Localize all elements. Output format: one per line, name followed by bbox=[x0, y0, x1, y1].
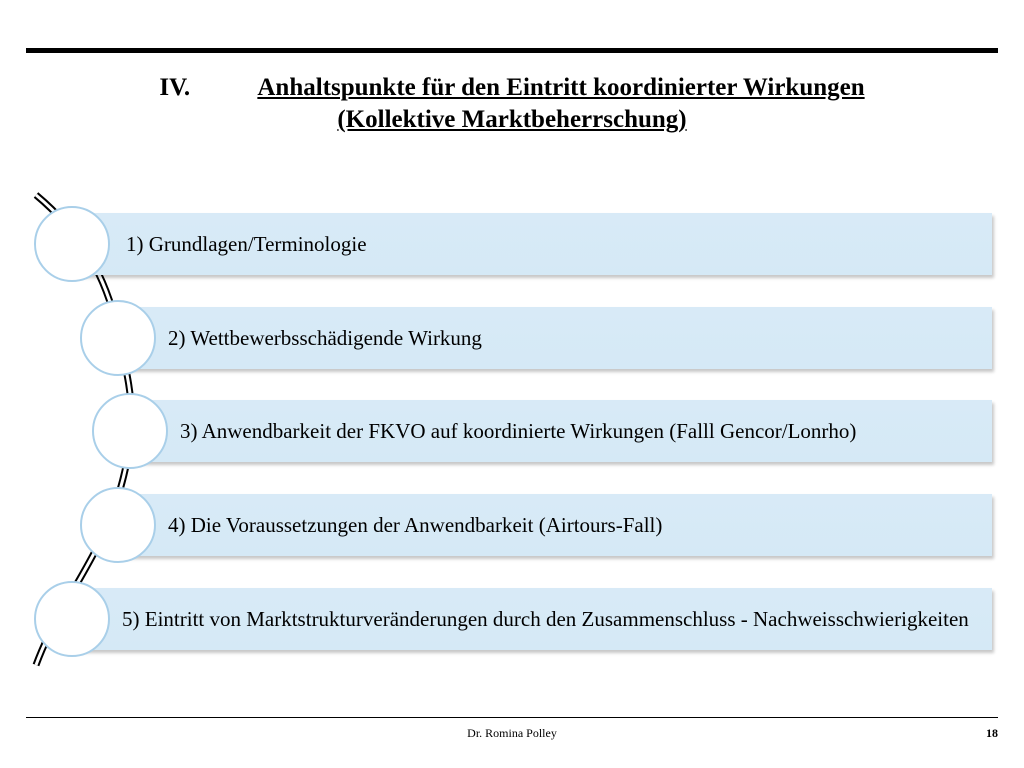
footer-rule bbox=[26, 717, 998, 718]
list-item-2-bubble bbox=[80, 300, 156, 376]
list-item-2-label: 2) Wettbewerbsschädigende Wirkung bbox=[168, 326, 482, 350]
list-item-1-label: 1) Grundlagen/Terminologie bbox=[126, 232, 367, 256]
list-item-3-label: 3) Anwendbarkeit der FKVO auf koordinierte Wirkungen (Falll Gencor/Lonrho) bbox=[180, 419, 857, 443]
title-section-numeral: IV. bbox=[159, 74, 191, 101]
footer-author: Dr. Romina Polley bbox=[467, 726, 557, 740]
list-item-4-bubble bbox=[80, 487, 156, 563]
list-item-5-label: 5) Eintritt von Marktstrukturveränderungen durch den Zusammenschluss - Nachweisschwierigkeiten bbox=[122, 607, 969, 631]
title-line-2: (Kollektive Marktbeherrschung) bbox=[337, 106, 687, 133]
list-item-4 bbox=[118, 494, 992, 556]
list-item-1 bbox=[72, 213, 992, 275]
list-item-5-bubble bbox=[34, 581, 110, 657]
list-item-3-bubble bbox=[92, 393, 168, 469]
list-item-1-bubble bbox=[34, 206, 110, 282]
page-number: 18 bbox=[986, 726, 998, 740]
list-item-4-label: 4) Die Voraussetzungen der Anwendbarkeit (Airtours-Fall) bbox=[168, 513, 663, 537]
list-item-2 bbox=[118, 307, 992, 369]
list-item-5 bbox=[72, 588, 992, 650]
title-line-1: Anhaltspunkte für den Eintritt koordinierter Wirkungen bbox=[257, 74, 865, 101]
list-item-3 bbox=[130, 400, 992, 462]
